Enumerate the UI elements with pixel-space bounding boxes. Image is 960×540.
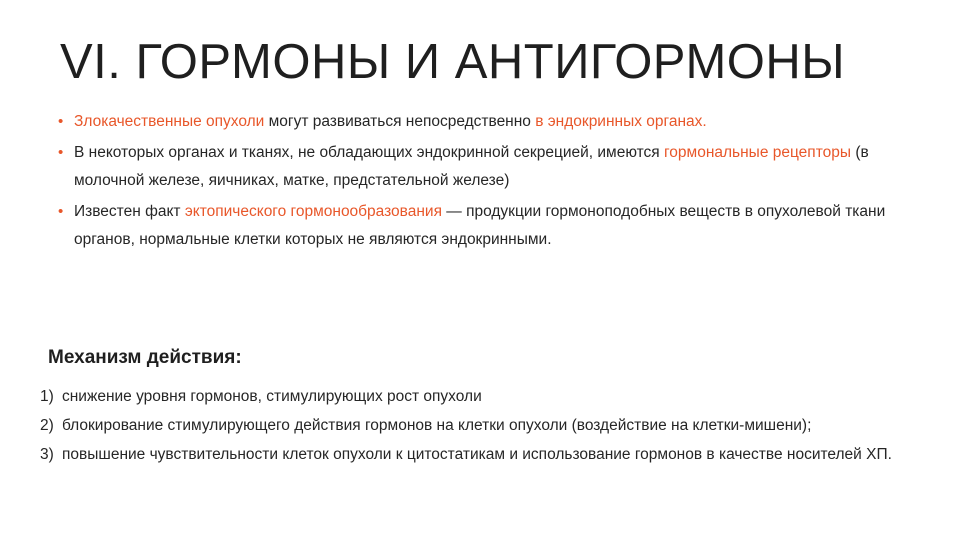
- mechanism-text: повышение чувствительности клеток опухоли к цитостатикам и использование гормонов в качестве носителей ХП.: [62, 446, 892, 463]
- highlight-text: в эндокринных органах.: [535, 113, 707, 130]
- bullet-item: [58, 108, 918, 136]
- highlight-text: Злокачественные опухоли: [74, 113, 265, 130]
- bullet-marker: •: [58, 113, 64, 130]
- bullet-text: (в молочной железе, яичниках, матке, предстательной железе): [74, 144, 869, 189]
- item-number: 1): [40, 388, 54, 405]
- bullet-text: могут развиваться непосредственно: [264, 113, 536, 130]
- mechanism-item: [40, 383, 920, 410]
- mechanism-heading: Механизм действия:: [48, 347, 242, 368]
- slide-title: VI. ГОРМОНЫ И АНТИГОРМОНЫ: [60, 35, 846, 89]
- mechanism-list: [40, 383, 920, 470]
- bullet-marker: •: [58, 144, 64, 161]
- bullet-text: Известен факт: [74, 203, 185, 220]
- highlight-text: гормональные рецепторы: [663, 144, 852, 161]
- bullet-list: [58, 108, 918, 257]
- mechanism-item: [40, 412, 920, 439]
- mechanism-text: снижение уровня гормонов, стимулирующих рост опухоли: [62, 388, 482, 405]
- item-number: 3): [40, 446, 54, 463]
- mechanism-item: [40, 441, 920, 468]
- bullet-item: [58, 139, 918, 195]
- highlight-text: эктопического гормонообразования: [184, 203, 442, 220]
- bullet-item: [58, 198, 918, 254]
- bullet-text: В некоторых органах и тканях, не обладающих эндокринной секрецией, имеются: [74, 144, 664, 161]
- mechanism-text: блокирование стимулирующего действия гормонов на клетки опухоли (воздействие на клетки-мишени);: [62, 417, 812, 434]
- bullet-text: — продукции гормоноподобных веществ в опухолевой ткани органов, нормальные клетки которых не являются эндокринными.: [74, 203, 886, 248]
- bullet-marker: •: [58, 203, 64, 220]
- item-number: 2): [40, 417, 54, 434]
